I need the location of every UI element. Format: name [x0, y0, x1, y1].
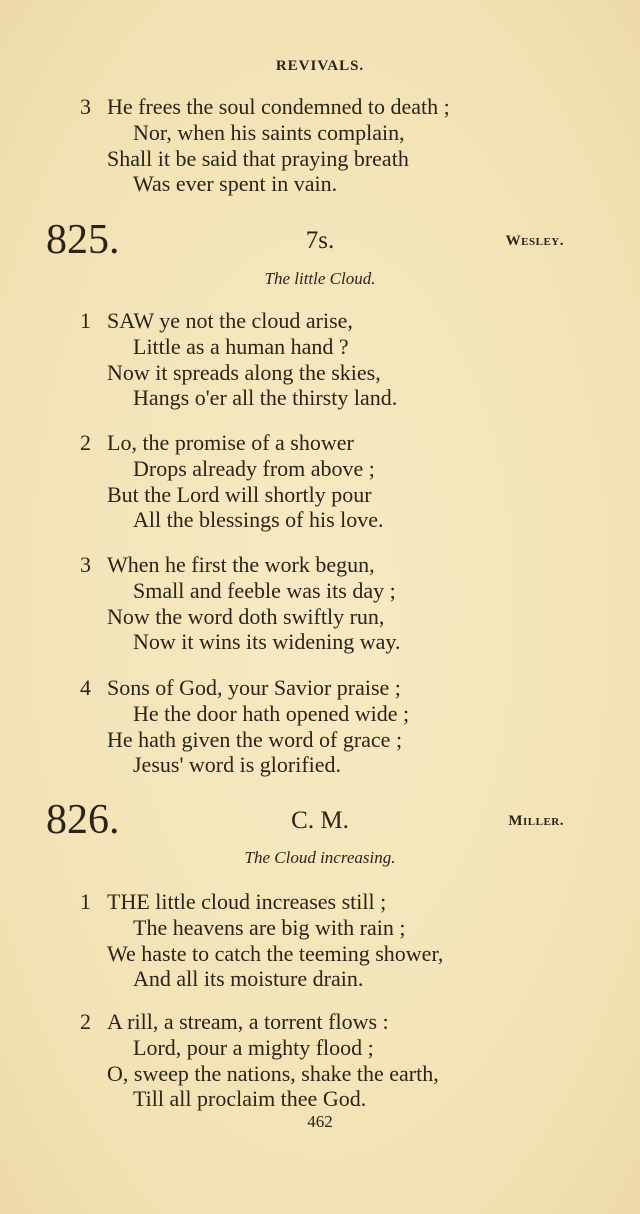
hymn-title: The Cloud increasing.	[244, 848, 396, 867]
verse-line: Nor, when his saints complain,	[133, 119, 405, 145]
stanza	[0, 1009, 640, 1112]
verse-line: But the Lord will shortly pour	[107, 481, 372, 507]
verse-line: When he first the work begun,	[107, 552, 375, 577]
verse-line: Hangs o'er all the thirsty land.	[133, 385, 398, 411]
verse-line: Shall it be said that praying breath	[107, 145, 409, 171]
verse-line: O, sweep the nations, shake the earth,	[107, 1060, 439, 1086]
hymn-number: 826.	[46, 797, 120, 843]
verse-line: He hath given the word of grace ;	[107, 726, 403, 752]
running-head: REVIVALS.	[275, 58, 365, 74]
hymn-meter: C. M.	[291, 807, 349, 834]
stanza-number: 3	[80, 552, 91, 577]
verse-line: Now it wins its widening way.	[133, 629, 401, 655]
verse-line: Sons of God, your Savior praise ;	[107, 675, 401, 700]
verse-line: He the door hath opened wide ;	[133, 700, 410, 726]
verse-line: Drops already from above ;	[133, 455, 375, 481]
verse-line: Jesus' word is glorified.	[133, 752, 342, 778]
verse-line: THE little cloud increases still ;	[107, 889, 387, 914]
verse-line: SAW ye not the cloud arise,	[107, 308, 353, 333]
verse-line: Was ever spent in vain.	[133, 171, 338, 197]
verse-line: All the blessings of his love.	[133, 507, 384, 533]
continuation-stanza	[0, 94, 640, 197]
stanza-number: 4	[80, 675, 91, 700]
hymn-number: 825.	[46, 217, 120, 263]
verse-line: Till all proclaim thee God.	[133, 1086, 367, 1112]
verse-line: The heavens are big with rain ;	[133, 914, 406, 940]
stanza-number: 3	[80, 94, 91, 119]
verse-line: A rill, a stream, a torrent flows :	[107, 1009, 389, 1034]
stanza	[0, 889, 640, 992]
stanza-number: 2	[80, 430, 91, 455]
stanza-number: 2	[80, 1009, 91, 1034]
verse-line: Lord, pour a mighty flood ;	[133, 1034, 374, 1060]
stanza	[0, 308, 640, 411]
verse-line: Now the word doth swiftly run,	[107, 603, 385, 629]
stanza	[0, 552, 640, 655]
verse-line: And all its moisture drain.	[133, 966, 364, 992]
stanza	[0, 675, 640, 778]
stanza-number: 1	[80, 308, 91, 333]
hymn-title: The little Cloud.	[264, 269, 376, 288]
hymn-author: Miller.	[508, 813, 564, 829]
verse-line: Little as a human hand ?	[133, 333, 349, 359]
hymn-meter: 7s.	[305, 227, 335, 254]
stanza-number: 1	[80, 889, 91, 914]
hymn-author: Wesley.	[505, 233, 564, 249]
verse-line: He frees the soul condemned to death ;	[107, 94, 450, 119]
stanza	[0, 430, 640, 533]
verse-line: We haste to catch the teeming shower,	[107, 940, 444, 966]
verse-line: Now it spreads along the skies,	[107, 359, 381, 385]
page-number: 462	[307, 1112, 333, 1131]
verse-line: Lo, the promise of a shower	[107, 430, 354, 455]
verse-line: Small and feeble was its day ;	[133, 577, 396, 603]
